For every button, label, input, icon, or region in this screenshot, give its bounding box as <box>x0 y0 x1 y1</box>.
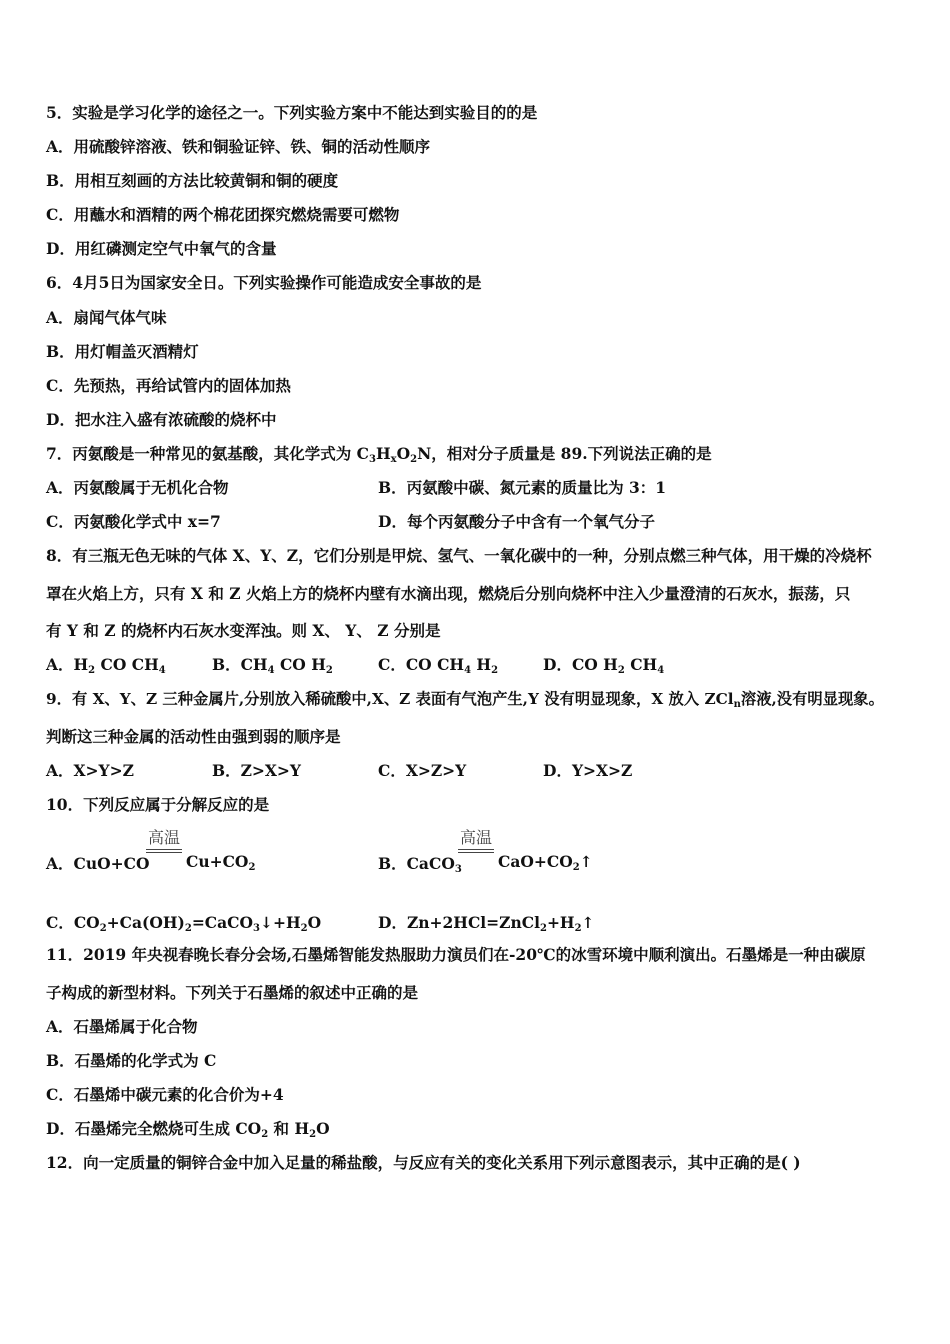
q10-option-b-products: $CaO+CO_2↑$ <box>498 852 593 873</box>
q8-option-d: D．CO $H_2$ $CH_4$ <box>543 655 665 676</box>
q10-option-a-reactants: A．CuO+CO <box>46 854 150 873</box>
q7-option-a: A．丙氨酸属于无机化合物 <box>46 478 229 497</box>
q9-stem-line-1: 9．有 X、Y、Z 三种金属片,分别放入稀硫酸中,X、Z 表面有气泡产生,Y 没有明显现象，X 放入 ZCl$_n$溶液,没有明显现象。 <box>46 690 884 710</box>
q11-option-d: D．石墨烯完全燃烧可生成 $CO_2$ 和 $H_2O$ <box>46 1119 330 1140</box>
q6-option-a: A．扇闻气体气味 <box>46 308 167 327</box>
q10-option-d: D．$Zn+2HCl=ZnCl_2+H_2↑$ <box>378 913 595 934</box>
q9-option-d: D．Y>X>Z <box>543 761 633 780</box>
q8-option-c: C．CO $CH_4$ $H_2$ <box>378 655 499 676</box>
q5-option-a: A．用硫酸锌溶液、铁和铜验证锌、铁、铜的活动性顺序 <box>46 137 431 156</box>
q11-option-c: C．石墨烯中碳元素的化合价为+4 <box>46 1085 284 1104</box>
q10-stem: 10．下列反应属于分解反应的是 <box>46 795 270 814</box>
q5-option-c: C．用蘸水和酒精的两个棉花团探究燃烧需要可燃物 <box>46 205 400 224</box>
q9-option-c: C．X>Z>Y <box>378 761 467 780</box>
q8-stem-line-1: 8．有三瓶无色无味的气体 X、Y、Z，它们分别是甲烷、氢气、一氧化碳中的一种，分别点燃三种气体，用干燥的冷烧杯 <box>46 546 872 565</box>
q10-option-a-products: $Cu+CO_2$ <box>186 852 256 873</box>
q9-option-b: B．Z>X>Y <box>212 761 301 780</box>
q8-option-a: A．$H_2$ CO $CH_4$ <box>46 655 166 676</box>
q5-stem: 5．实验是学习化学的途径之一。下列实验方案中不能达到实验目的的是 <box>46 103 538 122</box>
q10-option-a-condition: 高温 <box>146 825 182 853</box>
q11-stem-line-2: 子构成的新型材料。下列关于石墨烯的叙述中正确的是 <box>46 983 419 1002</box>
q6-option-d: D．把水注入盛有浓硫酸的烧杯中 <box>46 410 277 429</box>
q12-stem: 12．向一定质量的铜锌合金中加入足量的稀盐酸，与反应有关的变化关系用下列示意图表示，其中正确的是( ) <box>46 1153 801 1172</box>
q6-stem: 6．4月5日为国家安全日。下列实验操作可能造成安全事故的是 <box>46 273 482 292</box>
q10-option-b-condition: 高温 <box>458 825 494 853</box>
q5-option-d: D．用红磷测定空气中氧气的含量 <box>46 239 277 258</box>
q5-option-b: B．用相互刻画的方法比较黄铜和铜的硬度 <box>46 171 339 190</box>
q8-option-b: B．$CH_4$ CO $H_2$ <box>212 655 333 676</box>
q8-stem-line-3: 有 Y 和 Z 的烧杯内石灰水变浑浊。则 X、 Y、 Z 分别是 <box>46 621 441 640</box>
q9-stem-line-2: 判断这三种金属的活动性由强到弱的顺序是 <box>46 727 341 746</box>
q8-stem-line-2: 罩在火焰上方，只有 X 和 Z 火焰上方的烧杯内壁有水滴出现，燃烧后分别向烧杯中注入少量澄清的石灰水，振荡，只 <box>46 584 851 603</box>
q7-stem: 7．丙氨酸是一种常见的氨基酸，其化学式为 $C_3H_xO_2N$，相对分子质量是 89.下列说法正确的是 <box>46 444 712 465</box>
q6-option-c: C．先预热，再给试管内的固体加热 <box>46 376 291 395</box>
q11-stem-line-1: 11．2019 年央视春晚长春分会场,石墨烯智能发热服助力演员们在-20℃的冰雪环境中顺利演出。石墨烯是一种由碳原 <box>46 945 866 964</box>
q7-option-d: D．每个丙氨酸分子中含有一个氧气分子 <box>378 512 655 531</box>
q9-option-a: A．X>Y>Z <box>46 761 134 780</box>
q11-option-a: A．石墨烯属于化合物 <box>46 1017 198 1036</box>
q11-option-b: B．石墨烯的化学式为 C <box>46 1051 217 1070</box>
q7-option-c: C．丙氨酸化学式中 x=7 <box>46 512 221 531</box>
q10-option-b-reactants: B．CaCO$_3$ <box>378 854 462 875</box>
q6-option-b: B．用灯帽盖灭酒精灯 <box>46 342 199 361</box>
q7-option-b: B．丙氨酸中碳、氮元素的质量比为 3：1 <box>378 478 667 497</box>
q10-option-c: C．$CO_2+Ca(OH)_2=CaCO_3↓+H_2O$ <box>46 913 322 934</box>
